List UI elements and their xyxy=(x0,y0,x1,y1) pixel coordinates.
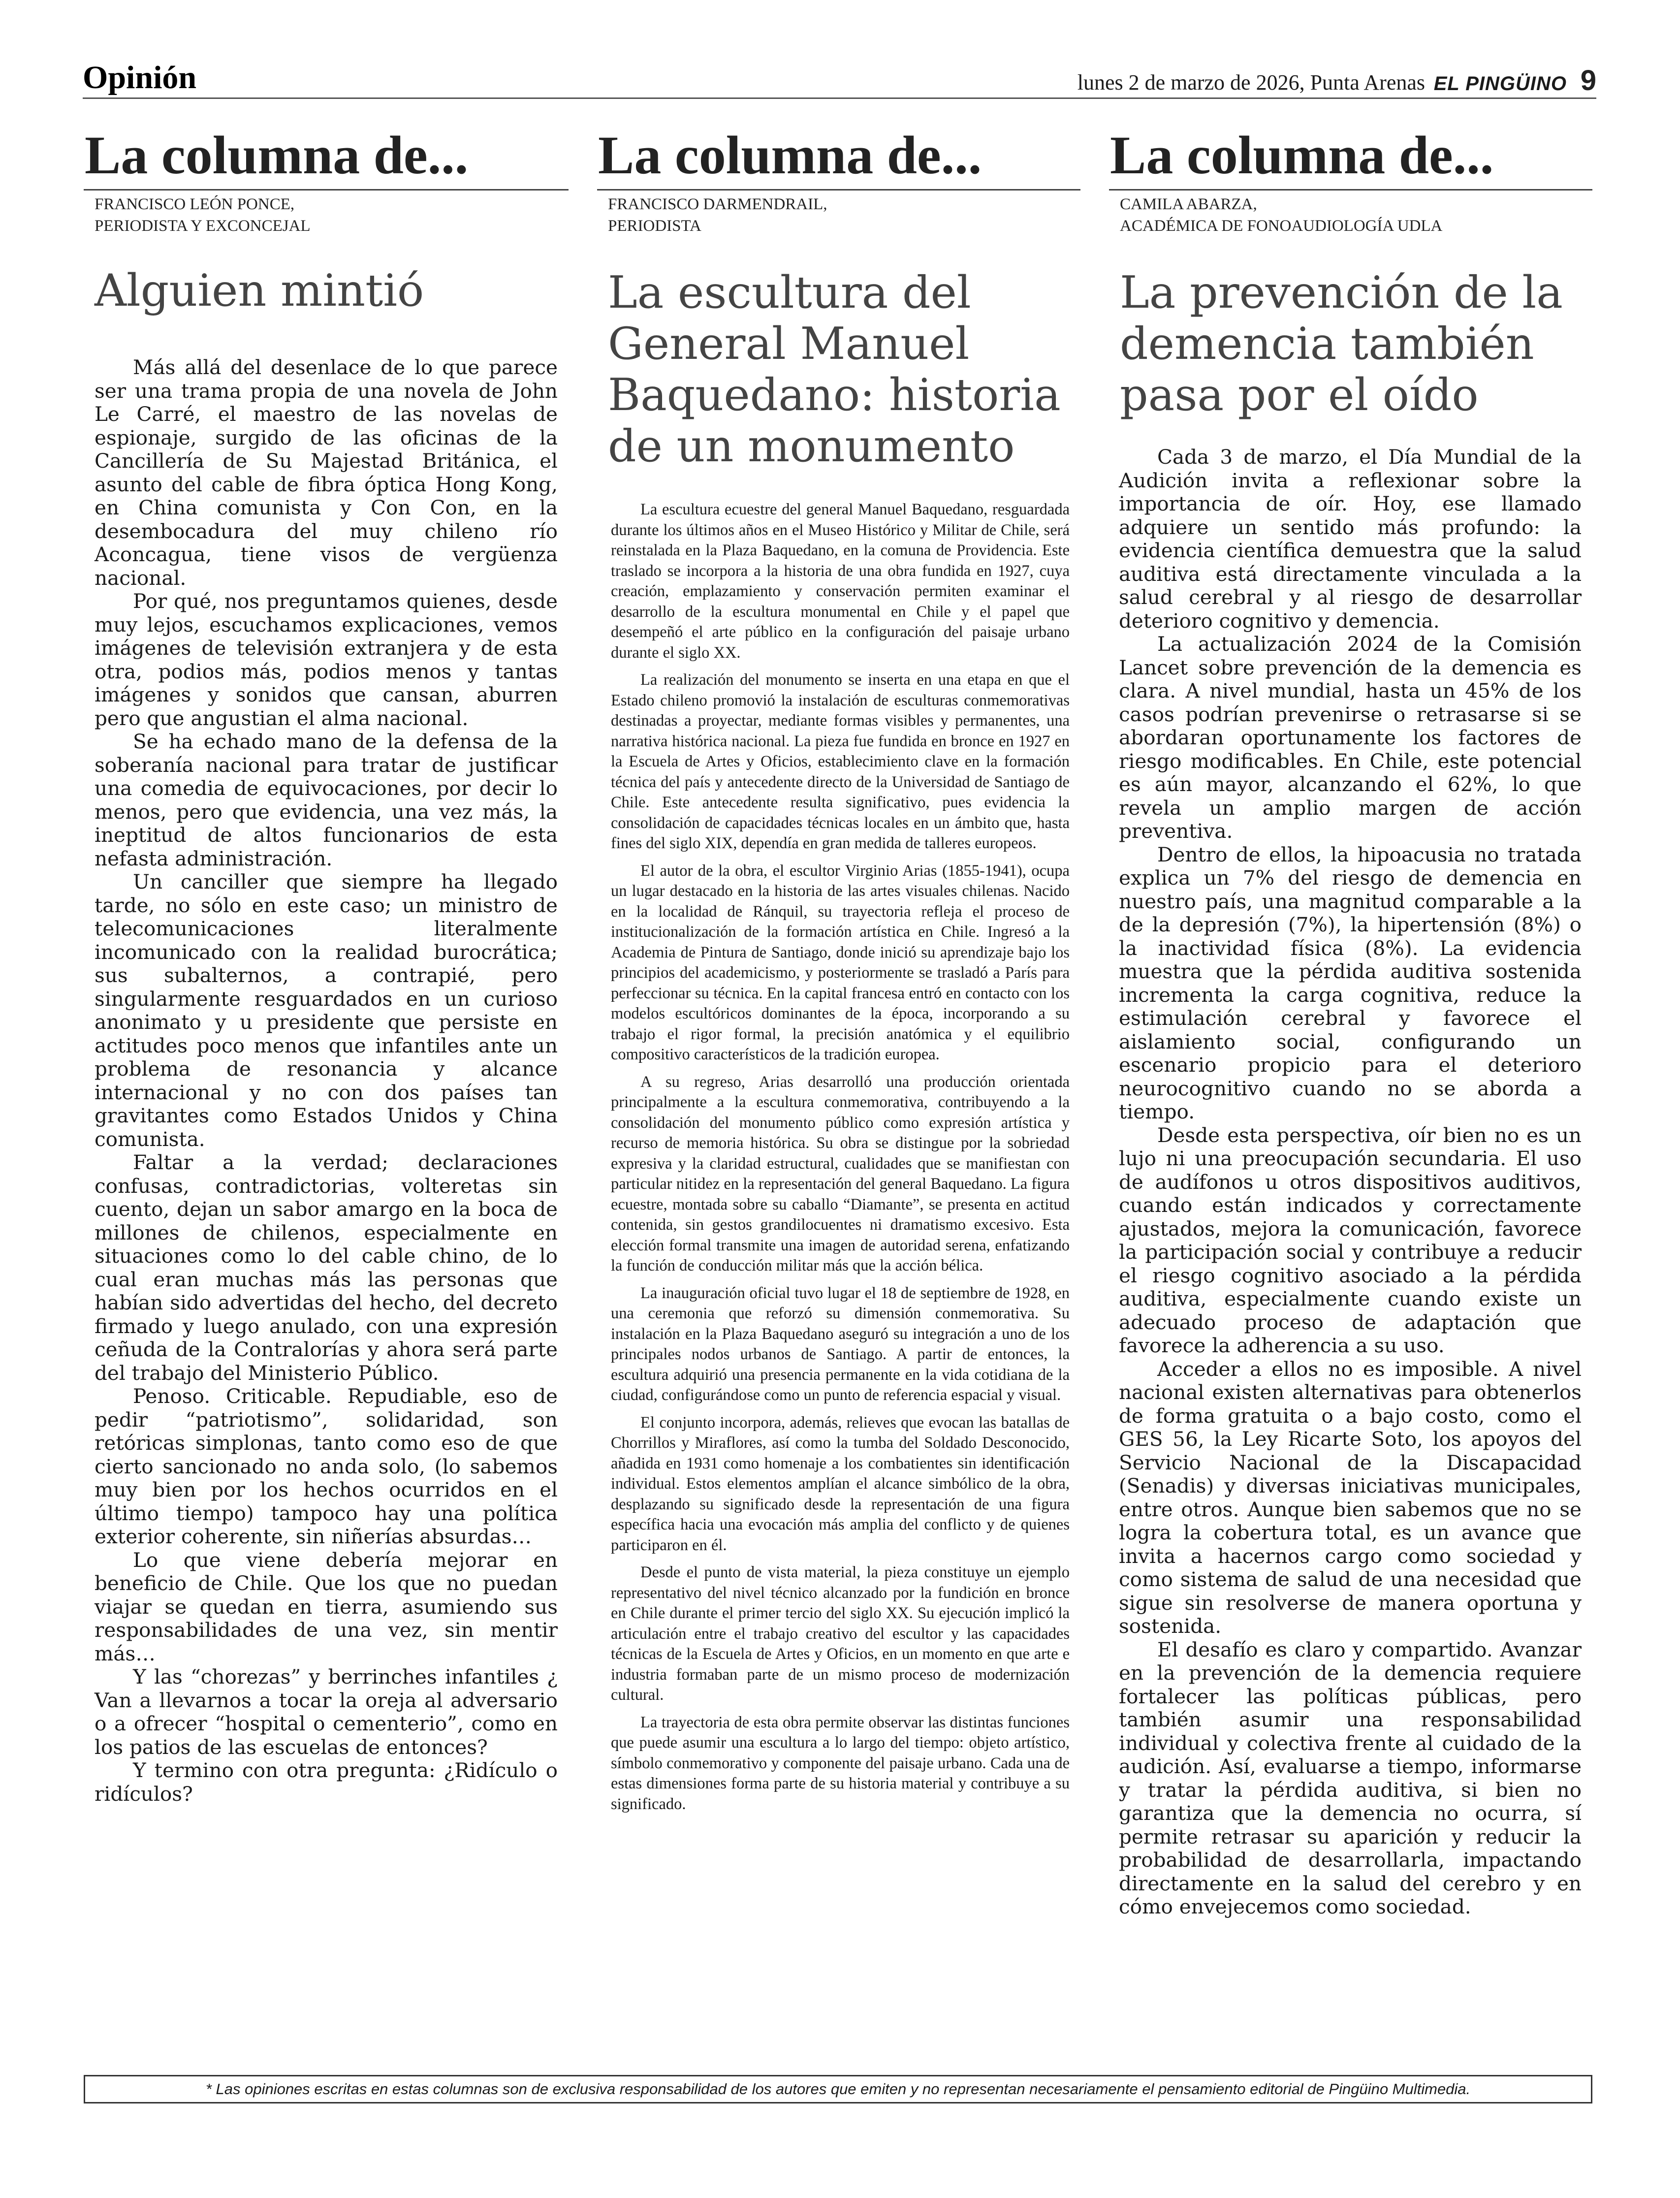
author-byline xyxy=(597,193,1080,237)
disclaimer-footer: * Las opiniones escritas en estas columnas son de exclusiva responsabilidad de los autores que emiten y no representan necesariamente el pensamiento editorial de Pingüino Multimedia. xyxy=(84,2075,1592,2103)
column-heading: La columna de... xyxy=(84,128,569,191)
paragraph: Un canciller que siempre ha llegado tarde, no sólo en este caso; un ministro de telecomunicaciones literalmente incomunicado con la realidad burocrática; sus subalternos, a contrapié, pero singularmente resguardados en un curioso anonimato y u presidente que persiste en actitudes poco menos que infantiles ante un problema de resonancia y alcance internacional y no con dos países tan gravitantes como Estados Unidos y China comunista. xyxy=(95,870,558,1151)
author-name: CAMILA ABARZA, xyxy=(1120,195,1257,213)
column-2 xyxy=(597,125,1080,1821)
paragraph: El conjunto incorpora, además, relieves que evocan las batallas de Chorrillos y Miraflores, así como la tumba del Soldado Desconocido, añadida en 1931 como homenaje a los combatientes sin identificación individual. Estos elementos amplían el alcance simbólico de la obra, desplazando su significado desde la representación de una figura específica hacia una evocación más amplia del conflicto y de quienes participaron en él. xyxy=(611,1413,1070,1554)
date-line: lunes 2 de marzo de 2026, Punta Arenas xyxy=(1077,70,1425,95)
article-title: La escultura del General Manuel Baquedano: historia de un monumento xyxy=(608,267,1061,472)
paragraph: La actualización 2024 de la Comisión Lancet sobre prevención de la demencia es clara. A nivel mundial, hasta un 45% de los casos podrían prevenirse o retrasarse si se abordaran oportunamente los factores de riesgo modificables. En Chile, este potencial es aún mayor, alcanzando el 62%, lo que revela un amplio margen de acción preventiva. xyxy=(1119,632,1582,843)
column-3 xyxy=(1109,125,1592,1919)
paragraph: Penoso. Criticable. Repudiable, eso de pedir “patriotismo”, solidaridad, son retóricas simplonas, tanto como eso de que cierto sancionado no anda solo, (lo sabemos muy bien por los hechos ocurridos en el último tiempo) tampoco hay una política exterior coherente, sin niñerías absurdas… xyxy=(95,1384,558,1548)
page-number: 9 xyxy=(1580,64,1596,96)
section-label: Opinión xyxy=(83,60,197,96)
paragraph: Faltar a la verdad; declaraciones confusas, contradictorias, volteretas sin cuento, dejan un sabor amargo en la boca de millones de chilenos, especialmente en situaciones como lo del cable chino, de lo cual eran muchas más las personas que habían sido advertidas del hecho, del decreto firmado y luego anulado, con una expresión ceñuda de la Contralorías y ahora será parte del trabajo del Ministerio Público. xyxy=(95,1150,558,1385)
paragraph: La escultura ecuestre del general Manuel Baquedano, resguardada durante los últimos años en el Museo Histórico y Militar de Chile, será reinstalada en la Plaza Baquedano, en la comuna de Providencia. Este traslado se incorpora a la historia de una obra fundida en 1927, cuya creación, emplazamiento y conservación permiten examinar el desarrollo de la escultura monumental en Chile y el papel que desempeñó el arte público en la configuración del paisaje urbano durante el siglo XX. xyxy=(611,501,1070,662)
page-header xyxy=(83,55,1596,99)
article-body xyxy=(84,356,569,1806)
paragraph: Y las “chorezas” y berrinches infantiles ¿ Van a llevarnos a tocar la oreja al adversario o a ofrecer “hospital o cementerio”, como en los patios de las escuelas de entonces? xyxy=(95,1665,558,1759)
paragraph: Y termino con otra pregunta: ¿Ridículo o ridículos? xyxy=(95,1758,558,1806)
paragraph: Se ha echado mano de la defensa de la soberanía nacional para tratar de justificar una comedia de equivocaciones, por decir lo menos, pero que evidencia, una vez más, la ineptitud de altos funcionarios de esta nefasta administración. xyxy=(95,730,558,870)
paragraph: Lo que viene debería mejorar en beneficio de Chile. Que los que no puedan viajar se quedan en tierra, asumiendo sus responsabilidades de una vez, sin mentir más… xyxy=(95,1548,558,1665)
article-body xyxy=(597,500,1080,1815)
paragraph: Cada 3 de marzo, el Día Mundial de la Audición invita a reflexionar sobre la importancia de oír. Hoy, ese llamado adquiere un sentido más profundo: la evidencia científica demuestra que la salud auditiva está directamente vinculada a la salud cerebral y al riesgo de desarrollar deterioro cognitivo y demencia. xyxy=(1119,445,1582,633)
paragraph: Más allá del desenlace de lo que parece ser una trama propia de una novela de John Le Carré, el maestro de las novelas de espionaje, surgido de las oficinas de la Cancillería de Su Majestad Británica, el asunto del cable de fibra óptica Hong Kong, en China comunista y Con Con, en la desembocadura del muy chileno río Aconcagua, tiene visos de vergüenza nacional. xyxy=(95,355,558,590)
author-role: PERIODISTA Y EXCONCEJAL xyxy=(95,217,311,235)
paragraph: El autor de la obra, el escultor Virginio Arias (1855-1941), ocupa un lugar destacado en la historia de las artes visuales chilenas. Nacido en la localidad de Ránquil, su trayectoria refleja el proceso de institucionalización de la formación artística en Chile. Ingresó a la Academia de Pintura de Santiago, donde inició su aprendizaje bajo los principios del academicismo, y posteriormente se trasladó a París para perfeccionar su técnica. En la capital francesa entró en contacto con los modelos escultóricos dominantes de la época, incorporando a su trabajo el rigor formal, la precisión anatómica y el equilibrio compositivo característicos de la tradición europea. xyxy=(611,861,1070,1063)
paragraph: La trayectoria de esta obra permite observar las distintas funciones que puede asumir una escultura a lo largo del tiempo: objeto artístico, símbolo conmemorativo y componente del paisaje urbano. Cada una de estas dimensiones forma parte de su historia material y contribuye a su significado. xyxy=(611,1713,1070,1813)
article-body xyxy=(1109,446,1592,1919)
newspaper-logo: EL PINGÜINO xyxy=(1433,73,1567,95)
column-heading: La columna de... xyxy=(1109,128,1592,191)
column-1 xyxy=(84,125,569,1806)
paragraph: Por qué, nos preguntamos quienes, desde muy lejos, escuchamos explicaciones, vemos imágenes de televisión extranjera y de esta otra, podios más, podios menos y tantas imágenes y sonidos que cansan, aburren pero que angustian el alma nacional. xyxy=(95,589,558,730)
paragraph: Acceder a ellos no es imposible. A nivel nacional existen alternativas para obtenerlos de forma gratuita o a bajo costo, como el GES 56, la Ley Ricarte Soto, los apoyos del Servicio Nacional de la Discapacidad (Senadis) y diversas iniciativas municipales, entre otros. Aunque bien sabemos que no se logra la cobertura total, es un avance que invita a hacernos cargo como sociedad y como sistema de salud de una necesidad que sigue sin resolverse de manera oportuna y sostenida. xyxy=(1119,1357,1582,1638)
author-name: FRANCISCO DARMENDRAIL, xyxy=(608,195,827,213)
paragraph: La realización del monumento se inserta en una etapa en que el Estado chileno promovió la instalación de esculturas conmemorativas destinadas a proyectar, mediante formas visibles y permanentes, una narrativa histórica nacional. La pieza fue fundida en bronce en 1927 en la Escuela de Artes y Oficios, establecimiento clave en la formación técnica del país y antecedente directo de la Universidad de Santiago de Chile. Este antecedente resulta significativo, pues evidencia la consolidación de capacidades técnicas locales en un ámbito que, hasta fines del siglo XIX, dependía en gran medida de talleres europeos. xyxy=(611,671,1070,852)
author-role: PERIODISTA xyxy=(608,217,701,235)
paragraph: A su regreso, Arias desarrolló una producción orientada principalmente a la escultura conmemorativa, contribuyendo a la consolidación del monumento público como expresión artística y recurso de memoria histórica. Su obra se distingue por la sobriedad expresiva y la claridad estructural, cualidades que se manifiestan con particular nitidez en la representación del general Baquedano. La figura ecuestre, montada sobre su caballo “Diamante”, se presenta en actitud contenida, sin gestos grandilocuentes ni dramatismo excesivo. Esta elección formal transmite una imagen de autoridad serena, enfatizando la función de conducción militar más que la acción bélica. xyxy=(611,1073,1070,1274)
paragraph: El desafío es claro y compartido. Avanzar en la prevención de la demencia requiere fortalecer las políticas públicas, pero también asumir una responsabilidad individual y colectiva frente al cuidado de la audición. Así, evaluarse a tiempo, informarse y tratar la pérdida auditiva, si bien no garantiza que la demencia no ocurra, sí permite retrasar su aparición y reducir la probabilidad de desarrollarla, impactando directamente en la salud del cerebro y en cómo envejecemos como sociedad. xyxy=(1119,1637,1582,1918)
paragraph: Desde el punto de vista material, la pieza constituye un ejemplo representativo del nivel técnico alcanzado por la fundición en bronce en Chile durante el primer tercio del siglo XX. Su ejecución implicó la articulación entre el trabajo creativo del escultor y las capacidades técnicas de la Escuela de Artes y Oficios, en un momento en que arte e industria formaban parte de un mismo proceso de modernización cultural. xyxy=(611,1563,1070,1704)
author-byline xyxy=(1109,193,1592,237)
author-role: ACADÉMICA DE FONOAUDIOLOGÍA UDLA xyxy=(1120,217,1443,235)
column-heading: La columna de... xyxy=(597,128,1080,191)
paragraph: La inauguración oficial tuvo lugar el 18 de septiembre de 1928, en una ceremonia que reforzó su dimensión conmemorativa. Su instalación en la Plaza Baquedano aseguró su integración a uno de los principales nodos urbanos de Santiago. A partir de entonces, la escultura adquirió una presencia permanente en la vida cotidiana de la ciudad, configurándose como un punto de referencia espacial y visual. xyxy=(611,1284,1070,1404)
author-byline xyxy=(84,193,569,237)
paragraph: Dentro de ellos, la hipoacusia no tratada explica un 7% del riesgo de demencia en nuestro país, una magnitud comparable a la de la depresión (7%), la hipertensión (8%) o la inactividad física (8%). La evidencia muestra que la pérdida auditiva sostenida incrementa la carga cognitiva, reduce la estimulación cerebral y favorece el aislamiento social, configurando un escenario propicio para el deterioro neurocognitivo cuando no se aborda a tiempo. xyxy=(1119,842,1582,1123)
article-title: Alguien mintió xyxy=(95,265,424,317)
author-name: FRANCISCO LEÓN PONCE, xyxy=(95,195,295,213)
paragraph: Desde esta perspectiva, oír bien no es un lujo ni una preocupación secundaria. El uso de audífonos u otros dispositivos auditivos, cuando están indicados y correctamente ajustados, mejora la comunicación, favorece la participación social y contribuye a reducir el riesgo cognitivo asociado a la pérdida auditiva, especialmente cuando existe un adecuado proceso de adaptación que favorece la adherencia a su uso. xyxy=(1119,1123,1582,1357)
article-title: La prevención de la demencia también pasa por el oído xyxy=(1120,267,1563,421)
